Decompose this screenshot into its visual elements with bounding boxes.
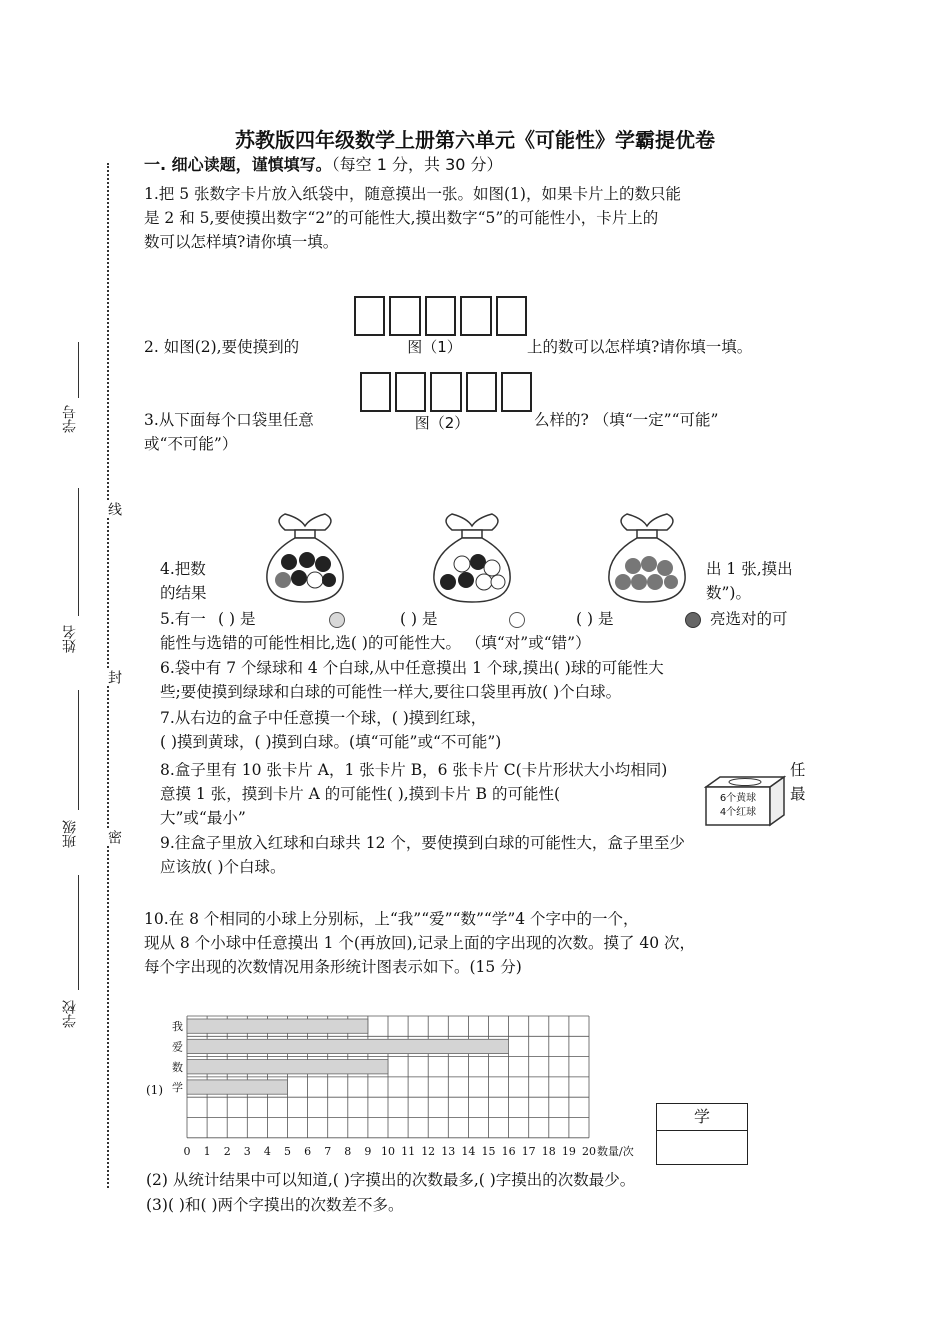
student-id-blank[interactable] [78, 342, 79, 398]
q5-text-start: 5.有一 [160, 610, 206, 628]
figure-1-cards [354, 296, 527, 336]
q6-line-2: 些;要使摸到绿球和白球的可能性一样大,要往口袋里再放( )个白球。 [160, 683, 622, 701]
answer-table-cell[interactable] [657, 1131, 747, 1163]
q7-line-2: ( )摸到黄球，( )摸到白球。(填“可能”或“不可能”) [160, 733, 502, 751]
question-9 [160, 831, 810, 879]
seal-char-feng: 封 [106, 670, 122, 684]
q10-line-2: 现从 8 个小球中任意摸出 1 个(再放回),记录上面的字出现的次数。摸了 40 次， [144, 934, 696, 952]
bag-3-answer[interactable]: ( ) 是 [576, 610, 614, 628]
x-tick-label: 5 [284, 1144, 291, 1158]
q9-line-1: 9.往盒子里放入红球和白球共 12 个，要使摸到白球的可能性大，盒子里至少 [160, 834, 685, 852]
x-tick-label: 1 [203, 1144, 211, 1158]
ball-box-figure [704, 775, 786, 827]
white-ball-icon [508, 611, 526, 629]
q6-line-1: 6.袋中有 7 个绿球和 4 个白球,从中任意摸出 1 个球,摸出( )球的可能性大 [160, 659, 664, 677]
x-tick-label: 14 [461, 1144, 476, 1158]
section-heading-note: （每空 1 分，共 30 分） [331, 155, 503, 174]
category-label: 数 [172, 1060, 183, 1074]
bar-chart [160, 1008, 690, 1158]
name-blank[interactable] [78, 488, 79, 616]
class-label: 班级 [62, 820, 78, 848]
question-1 [144, 182, 812, 254]
seal-char-xian: 线 [106, 502, 122, 516]
answer-table-header: 学 [657, 1104, 747, 1131]
q7-line-1: 7.从右边的盒子中任意摸一个球，( )摸到红球， [160, 709, 487, 727]
bar-4 [187, 1080, 288, 1094]
q8-line-2: 意摸 1 张，摸到卡片 A 的可能性( ),摸到卡片 B 的可能性( [160, 785, 561, 803]
q5-line-2: 能性与选错的可能性相比,选( )的可能性大。 （填“对”或“错”） [160, 634, 591, 652]
bag-1-answer[interactable]: ( ) 是 [218, 610, 256, 628]
box-yellow-count: 6个黄球 [719, 793, 757, 804]
card-blank[interactable] [389, 296, 420, 336]
school-blank[interactable] [78, 875, 79, 990]
x-tick-label: 9 [364, 1144, 372, 1158]
card-blank[interactable] [501, 372, 532, 412]
q3-text-end: 么样的? （填“一定”“可能” [534, 411, 719, 429]
bag-2-icon [422, 510, 522, 605]
sub-question-1-label: (1) [146, 1083, 163, 1097]
gray-ball-icon [328, 611, 346, 629]
bar-1 [187, 1019, 368, 1033]
card-blank[interactable] [354, 296, 385, 336]
q10-line-1: 10.在 8 个相同的小球上分别标，上“我”“爱”“数”“学”4 个字中的一个， [144, 910, 639, 928]
card-blank[interactable] [430, 372, 461, 412]
x-tick-label: 0 [183, 1144, 191, 1158]
card-blank[interactable] [460, 296, 491, 336]
bar-2 [187, 1039, 509, 1053]
x-tick-label: 3 [243, 1144, 251, 1158]
q9-line-2: 应该放( )个白球。 [160, 858, 286, 876]
q4-text-1: 4.把数 [160, 560, 206, 578]
x-tick-label: 16 [501, 1144, 516, 1158]
bar-3 [187, 1060, 388, 1074]
x-axis-label: 数量/次 [597, 1144, 634, 1158]
x-tick-label: 12 [421, 1144, 436, 1158]
x-tick-label: 2 [223, 1144, 231, 1158]
card-blank[interactable] [425, 296, 456, 336]
box-red-count: 4个红球 [719, 807, 757, 818]
q8-line-3: 大”或“最小” [160, 809, 246, 827]
x-tick-label: 18 [541, 1144, 556, 1158]
q5-text-end: 亮选对的可 [710, 610, 788, 628]
q1-line-2: 是 2 和 5,要使摸出数字“2”的可能性大,摸出数字“5”的可能性小，卡片上的 [144, 209, 659, 227]
figure-2-label: 图（2） [414, 414, 470, 432]
page-title: 苏教版四年级数学上册第六单元《可能性》学霸提优卷 [235, 128, 715, 152]
x-tick-label: 13 [441, 1144, 456, 1158]
category-label: 我 [172, 1020, 183, 1034]
seal-char-mi: 密 [106, 830, 122, 844]
figure-1-label: 图（1） [407, 338, 462, 356]
question-10 [144, 907, 824, 979]
x-tick-label: 11 [401, 1144, 416, 1158]
q3-text-start: 3.从下面每个口袋里任意 [144, 411, 314, 429]
q1-line-1: 1.把 5 张数字卡片放入纸袋中，随意摸出一张。如图(1)，如果卡片上的数只能 [144, 185, 681, 203]
q3-line-2: 或“不可能”） [144, 435, 238, 453]
school-label: 学校 [62, 1000, 78, 1028]
dark-ball-icon [684, 611, 702, 629]
section-heading [144, 152, 503, 175]
q10-line-3: 每个字出现的次数情况用条形统计图表示如下。(15 分) [144, 958, 522, 976]
sub-question-2: (2) 从统计结果中可以知道,( )字摸出的次数最多,( )字摸出的次数最少。 [146, 1171, 636, 1189]
x-tick-label: 19 [561, 1144, 576, 1158]
q4-text-4: 数”)。 [706, 584, 751, 602]
question-6 [160, 656, 810, 704]
q4-text-2: 出 1 张,摸出 [706, 560, 793, 578]
box-label [710, 792, 766, 820]
card-blank[interactable] [466, 372, 497, 412]
category-label: 学 [172, 1081, 183, 1095]
card-blank[interactable] [395, 372, 426, 412]
q8-line-2-end: 最 [790, 785, 806, 803]
x-tick-label: 10 [381, 1144, 395, 1158]
student-id-label: 学号 [62, 405, 78, 433]
bag-2-answer[interactable]: ( ) 是 [400, 610, 438, 628]
q4-text-3: 的结果 [160, 584, 207, 602]
section-heading-text: 一. 细心读题，谨慎填写。 [144, 155, 332, 174]
x-tick-label: 8 [344, 1144, 352, 1158]
x-tick-label: 7 [324, 1144, 332, 1158]
q2-text-end: 上的数可以怎样填?请你填一填。 [527, 338, 753, 356]
x-tick-label: 17 [521, 1144, 536, 1158]
card-blank[interactable] [496, 296, 527, 336]
x-tick-label: 4 [263, 1144, 271, 1158]
bag-3-icon [597, 510, 697, 605]
x-tick-label: 6 [304, 1144, 312, 1158]
class-blank[interactable] [78, 690, 79, 810]
figure-2 [352, 372, 532, 440]
x-tick-label: 15 [481, 1144, 496, 1158]
answer-table [656, 1103, 748, 1165]
q8-line-1-end: 任 [790, 761, 806, 779]
q1-line-3: 数可以怎样填?请你填一填。 [144, 233, 339, 251]
question-7 [160, 706, 810, 754]
q2-text-start: 2. 如图(2),要使摸到的 [144, 338, 300, 356]
category-label: 爱 [172, 1040, 183, 1054]
figure-2-cards [360, 372, 532, 412]
bag-1-icon [255, 510, 355, 605]
x-tick-label: 20 [582, 1144, 596, 1158]
card-blank[interactable] [360, 372, 391, 412]
name-label: 姓名 [62, 625, 78, 653]
sub-question-3: (3)( )和( )两个字摸出的次数差不多。 [146, 1196, 404, 1214]
q8-line-1: 8.盒子里有 10 张卡片 A，1 张卡片 B，6 张卡片 C(卡片形状大小均相同) [160, 761, 668, 779]
figure-1 [342, 296, 527, 364]
